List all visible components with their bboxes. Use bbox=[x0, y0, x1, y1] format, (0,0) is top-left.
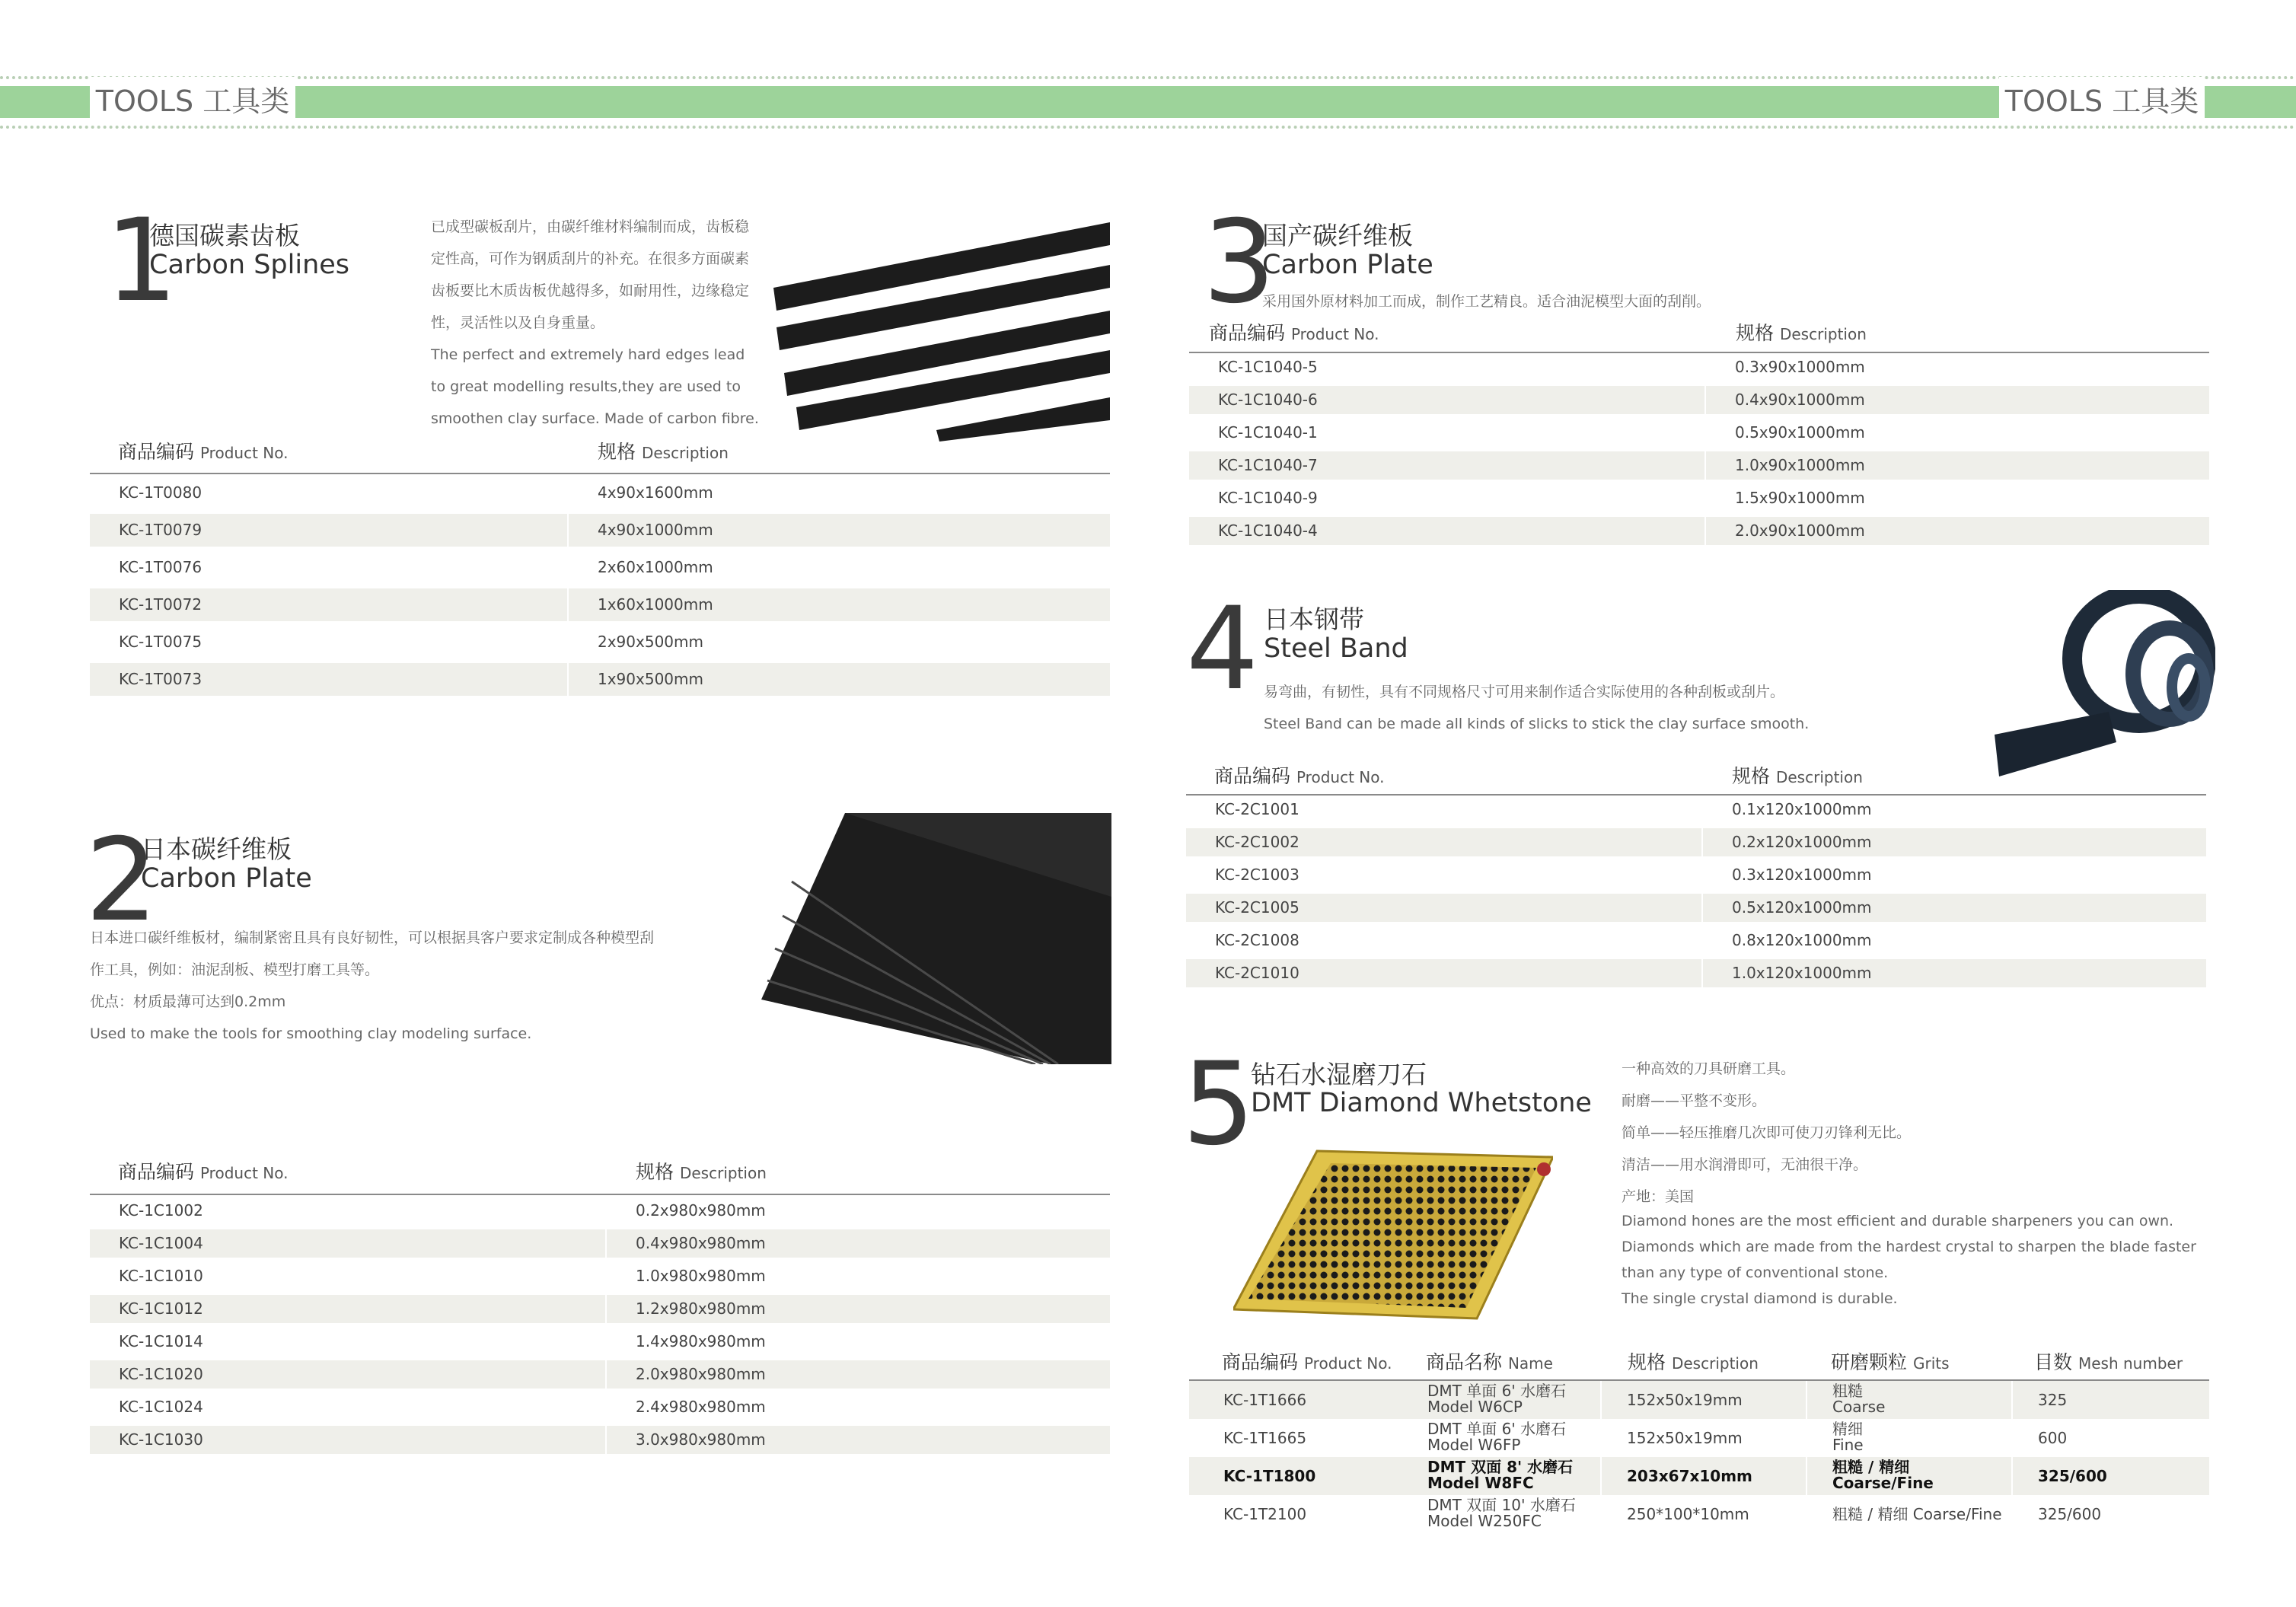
description-cell: 1.0x120x1000mm bbox=[1732, 964, 1872, 982]
product-code-cell: KC-2C1005 bbox=[1215, 898, 1299, 917]
table-row bbox=[1186, 828, 2206, 856]
product-code-cell: KC-1T1800 bbox=[1223, 1467, 1316, 1485]
name-cell-model: Model W250FC bbox=[1427, 1512, 1542, 1530]
column-divider bbox=[605, 1197, 607, 1225]
table-row bbox=[90, 663, 1110, 696]
header-label-left: TOOLS 工具类 bbox=[90, 77, 295, 126]
description-cell: 152x50x19mm bbox=[1627, 1429, 1743, 1447]
section-number: 4 bbox=[1186, 583, 1259, 716]
table-row bbox=[90, 588, 1110, 621]
section-title-en: Carbon Splines bbox=[149, 250, 350, 280]
description-cell: 1x60x1000mm bbox=[598, 595, 713, 614]
grits-cell-en: Fine bbox=[1832, 1436, 1864, 1454]
table-row bbox=[1189, 451, 2209, 480]
description-cell: 250*100*10mm bbox=[1627, 1505, 1749, 1523]
column-divider bbox=[1806, 1419, 1807, 1457]
description-cell: 4x90x1600mm bbox=[598, 483, 713, 502]
section-description: 易弯曲，有韧性，具有不同规格尺寸可用来制作适合实际使用的各种刮板或刮片。 Steel Band can be made all kinds of slicks to stick the clay surface smooth. bbox=[1264, 684, 1810, 732]
header-band bbox=[0, 86, 2296, 118]
name-cell: DMT 双面 10' 水磨石 bbox=[1427, 1496, 1576, 1514]
section-number: 2 bbox=[85, 815, 158, 947]
table-header-description: 规格 Description bbox=[1732, 765, 1863, 787]
diamond-whetstone-image bbox=[1233, 1142, 1553, 1325]
table-header-rule bbox=[90, 473, 1110, 474]
column-divider bbox=[1600, 1419, 1602, 1457]
description-cell: 1.2x980x980mm bbox=[636, 1299, 766, 1318]
product-code-cell: KC-1T1666 bbox=[1223, 1391, 1307, 1409]
product-code-cell: KC-1C1040-6 bbox=[1218, 391, 1318, 409]
mesh-cell: 325 bbox=[2038, 1391, 2068, 1409]
product-code-cell: KC-1T0076 bbox=[119, 558, 202, 576]
name-cell: DMT 双面 8' 水磨石 bbox=[1427, 1458, 1574, 1476]
product-code-cell: KC-1T2100 bbox=[1223, 1505, 1307, 1523]
table-row bbox=[1189, 1381, 2209, 1419]
column-divider bbox=[2011, 1419, 2013, 1457]
table-row bbox=[90, 1393, 1110, 1421]
section-number: 3 bbox=[1203, 196, 1276, 329]
table-row bbox=[1186, 959, 2206, 987]
grits-cell: 粗糙 bbox=[1832, 1382, 1863, 1400]
description-cell: 1.4x980x980mm bbox=[636, 1332, 766, 1350]
description-cell: 1x90x500mm bbox=[598, 670, 703, 688]
section-title-en: Carbon Plate bbox=[1262, 250, 1433, 280]
column-divider bbox=[567, 514, 569, 547]
column-divider bbox=[1806, 1457, 1807, 1495]
table-row bbox=[90, 1262, 1110, 1290]
product-code-cell: KC-1C1030 bbox=[119, 1430, 203, 1449]
header-dotted-rule-top bbox=[0, 76, 2296, 79]
column-divider bbox=[1701, 926, 1703, 955]
column-divider bbox=[1704, 419, 1706, 447]
section-title-cn: 日本钢带 bbox=[1264, 604, 1364, 634]
column-divider bbox=[1701, 959, 1703, 987]
product-code-cell: KC-1C1004 bbox=[119, 1234, 203, 1252]
section-title-en: Steel Band bbox=[1264, 633, 1408, 664]
column-divider bbox=[1600, 1495, 1602, 1533]
name-cell-model: Model W6CP bbox=[1427, 1398, 1523, 1416]
table-header-product-no: 商品编码 Product No. bbox=[118, 441, 289, 463]
product-code-cell: KC-1C1040-4 bbox=[1218, 521, 1318, 540]
name-cell-model: Model W8FC bbox=[1427, 1474, 1534, 1492]
section-title-cn: 德国碳素齿板 bbox=[149, 221, 300, 250]
column-divider bbox=[1600, 1381, 1602, 1419]
carbon-splines-image bbox=[769, 221, 1111, 442]
dmt-table-header: 规格 Description bbox=[1628, 1351, 1759, 1373]
mesh-cell: 325/600 bbox=[2038, 1505, 2102, 1523]
table-header-product-no: 商品编码 Product No. bbox=[1209, 322, 1379, 344]
description-cell: 2.0x980x980mm bbox=[636, 1365, 766, 1383]
product-code-cell: KC-1C1040-1 bbox=[1218, 423, 1318, 442]
description-cell: 1.0x90x1000mm bbox=[1735, 456, 1865, 474]
column-divider bbox=[567, 588, 569, 621]
steel-band-image bbox=[1995, 590, 2215, 792]
product-code-cell: KC-1C1024 bbox=[119, 1398, 203, 1416]
description-cell: 152x50x19mm bbox=[1627, 1391, 1743, 1409]
table-row bbox=[1186, 894, 2206, 922]
table-row bbox=[1189, 386, 2209, 414]
section-number: 5 bbox=[1182, 1038, 1255, 1171]
mesh-cell: 600 bbox=[2038, 1429, 2068, 1447]
column-divider bbox=[567, 551, 569, 584]
column-divider bbox=[1701, 894, 1703, 922]
description-cell: 2x90x500mm bbox=[598, 633, 703, 651]
section-description: 已成型碳板刮片，由碳纤维材料编制而成，齿板稳 定性高，可作为钢质刮片的补充。在很多方面碳素 齿板要比木质齿板优越得多，如耐用性，边缘稳定 性，灵活性以及自身重量。 The perfect and extremely hard edges lead to great modelling results,they are used to smoothen clay surface. Made of carbon fibre. bbox=[431, 218, 759, 427]
product-code-cell: KC-1T0079 bbox=[119, 521, 202, 539]
table-row bbox=[1186, 796, 2206, 824]
description-cell: 2.4x980x980mm bbox=[636, 1398, 766, 1416]
table-row bbox=[1189, 419, 2209, 447]
name-cell: DMT 单面 6' 水磨石 bbox=[1427, 1420, 1567, 1438]
column-divider bbox=[1704, 517, 1706, 545]
product-code-cell: KC-2C1010 bbox=[1215, 964, 1299, 982]
table-row bbox=[90, 1426, 1110, 1454]
product-code-cell: KC-2C1003 bbox=[1215, 866, 1299, 884]
header-dotted-rule-bottom bbox=[0, 126, 2296, 129]
column-divider bbox=[605, 1295, 607, 1323]
table-row bbox=[90, 1197, 1110, 1225]
column-divider bbox=[2011, 1457, 2013, 1495]
section-title-cn: 国产碳纤维板 bbox=[1262, 221, 1413, 250]
table-header-product-no: 商品编码 Product No. bbox=[118, 1161, 289, 1183]
product-code-cell: KC-1C1040-5 bbox=[1218, 358, 1318, 376]
table-row bbox=[90, 1360, 1110, 1389]
column-divider bbox=[1806, 1381, 1807, 1419]
description-cell: 4x90x1000mm bbox=[598, 521, 713, 539]
column-divider bbox=[1704, 386, 1706, 414]
product-code-cell: KC-1C1010 bbox=[119, 1267, 203, 1285]
table-row bbox=[90, 1295, 1110, 1323]
description-cell: 0.8x120x1000mm bbox=[1732, 931, 1872, 949]
table-header-description: 规格 Description bbox=[1736, 322, 1867, 344]
table-row bbox=[90, 477, 1110, 509]
dmt-table-header: 目数 Mesh number bbox=[2034, 1351, 2183, 1373]
table-header-rule bbox=[90, 1194, 1110, 1195]
product-code-cell: KC-1C1012 bbox=[119, 1299, 203, 1318]
table-row bbox=[1186, 861, 2206, 889]
column-divider bbox=[605, 1262, 607, 1290]
description-cell: 0.3x120x1000mm bbox=[1732, 866, 1872, 884]
header-label-right: TOOLS 工具类 bbox=[1999, 77, 2205, 126]
column-divider bbox=[1704, 451, 1706, 480]
table-row bbox=[1189, 1419, 2209, 1457]
product-code-cell: KC-2C1001 bbox=[1215, 800, 1299, 818]
table-row bbox=[90, 514, 1110, 547]
product-code-cell: KC-1C1040-7 bbox=[1218, 456, 1318, 474]
dmt-table-header: 商品编码 Product No. bbox=[1222, 1351, 1392, 1373]
description-cell: 2x60x1000mm bbox=[598, 558, 713, 576]
grits-cell-en: Coarse bbox=[1832, 1398, 1886, 1416]
product-code-cell: KC-2C1002 bbox=[1215, 833, 1299, 851]
table-row bbox=[90, 551, 1110, 584]
product-code-cell: KC-1T1665 bbox=[1223, 1429, 1307, 1447]
grits-cell: 精细 bbox=[1832, 1420, 1863, 1438]
section-title-cn: 日本碳纤维板 bbox=[141, 834, 292, 864]
product-code-cell: KC-1C1020 bbox=[119, 1365, 203, 1383]
section-description: 采用国外原材料加工而成，制作工艺精良。适合油泥模型大面的刮削。 bbox=[1262, 293, 1711, 310]
product-code-cell: KC-1C1002 bbox=[119, 1201, 203, 1220]
table-header-description: 规格 Description bbox=[636, 1161, 767, 1183]
grits-cell: 粗糙 / 精细 Coarse/Fine bbox=[1832, 1505, 2002, 1523]
description-cell: 2.0x90x1000mm bbox=[1735, 521, 1865, 540]
table-row bbox=[1189, 484, 2209, 512]
product-code-cell: KC-1C1014 bbox=[119, 1332, 203, 1350]
description-cell: 0.2x980x980mm bbox=[636, 1201, 766, 1220]
section-description-en: Diamond hones are the most efficient and durable sharpeners you can own. Diamonds which are made from the hardest crystal to sharpen the blade faster than any type of conventional stone. The single crystal diamond is durable. bbox=[1622, 1213, 2196, 1307]
product-code-cell: KC-2C1008 bbox=[1215, 931, 1299, 949]
description-cell: 0.3x90x1000mm bbox=[1735, 358, 1865, 376]
carbon-plate-image bbox=[761, 813, 1111, 1064]
description-cell: 1.5x90x1000mm bbox=[1735, 489, 1865, 507]
table-header-product-no: 商品编码 Product No. bbox=[1214, 765, 1385, 787]
table-row bbox=[90, 1328, 1110, 1356]
column-divider bbox=[2011, 1495, 2013, 1533]
column-divider bbox=[2011, 1381, 2013, 1419]
column-divider bbox=[605, 1229, 607, 1258]
product-code-cell: KC-1T0075 bbox=[119, 633, 202, 651]
column-divider bbox=[605, 1426, 607, 1454]
column-divider bbox=[567, 626, 569, 658]
section-title-en: DMT Diamond Whetstone bbox=[1251, 1088, 1592, 1118]
section-number: 1 bbox=[105, 195, 178, 327]
name-cell: DMT 单面 6' 水磨石 bbox=[1427, 1382, 1567, 1400]
product-code-cell: KC-1C1040-9 bbox=[1218, 489, 1318, 507]
name-cell-model: Model W6FP bbox=[1427, 1436, 1521, 1454]
table-row bbox=[1189, 1495, 2209, 1533]
table-row bbox=[1189, 1457, 2209, 1495]
column-divider bbox=[1600, 1457, 1602, 1495]
description-cell: 0.5x90x1000mm bbox=[1735, 423, 1865, 442]
grits-cell: 粗糙 / 精细 bbox=[1832, 1458, 1910, 1476]
mesh-cell: 325/600 bbox=[2038, 1467, 2107, 1485]
column-divider bbox=[567, 477, 569, 509]
table-row bbox=[90, 626, 1110, 658]
table-row bbox=[1189, 517, 2209, 545]
description-cell: 0.5x120x1000mm bbox=[1732, 898, 1872, 917]
description-cell: 0.2x120x1000mm bbox=[1732, 833, 1872, 851]
dmt-table-header: 商品名称 Name bbox=[1426, 1351, 1553, 1373]
grits-cell-en: Coarse/Fine bbox=[1832, 1474, 1934, 1492]
description-cell: 0.4x980x980mm bbox=[636, 1234, 766, 1252]
section-description: 日本进口碳纤维板材，编制紧密且具有良好韧性，可以根据具客户要求定制成各种模型刮 作工具，例如：油泥刮板、模型打磨工具等。 优点：材质最薄可达到0.2mm Used to make the tools for smoothing clay modeling surface. bbox=[90, 929, 655, 1042]
product-code-cell: KC-1T0072 bbox=[119, 595, 202, 614]
column-divider bbox=[605, 1328, 607, 1356]
column-divider bbox=[605, 1393, 607, 1421]
column-divider bbox=[1806, 1495, 1807, 1533]
description-cell: 1.0x980x980mm bbox=[636, 1267, 766, 1285]
description-cell: 3.0x980x980mm bbox=[636, 1430, 766, 1449]
description-cell: 203x67x10mm bbox=[1627, 1467, 1752, 1485]
table-row bbox=[1189, 353, 2209, 381]
column-divider bbox=[567, 663, 569, 696]
table-header-description: 规格 Description bbox=[598, 441, 729, 463]
product-code-cell: KC-1T0073 bbox=[119, 670, 202, 688]
description-cell: 0.4x90x1000mm bbox=[1735, 391, 1865, 409]
column-divider bbox=[1701, 861, 1703, 889]
table-row bbox=[1186, 926, 2206, 955]
table-row bbox=[90, 1229, 1110, 1258]
column-divider bbox=[1704, 484, 1706, 512]
column-divider bbox=[1704, 353, 1706, 381]
section-title-cn: 钻石水湿磨刀石 bbox=[1251, 1060, 1427, 1089]
column-divider bbox=[605, 1360, 607, 1389]
description-cell: 0.1x120x1000mm bbox=[1732, 800, 1872, 818]
dmt-table-header: 研磨颗粒 Grits bbox=[1831, 1351, 1950, 1373]
section-title-en: Carbon Plate bbox=[141, 863, 312, 894]
column-divider bbox=[1701, 796, 1703, 824]
column-divider bbox=[1701, 828, 1703, 856]
section-description-cn: 一种高效的刀具研磨工具。 耐磨——平整不变形。 简单——轻压推磨几次即可使刀刃锋利无比。 清洁——用水润滑即可，无油很干净。 产地：美国 bbox=[1622, 1060, 1912, 1205]
product-code-cell: KC-1T0080 bbox=[119, 483, 202, 502]
